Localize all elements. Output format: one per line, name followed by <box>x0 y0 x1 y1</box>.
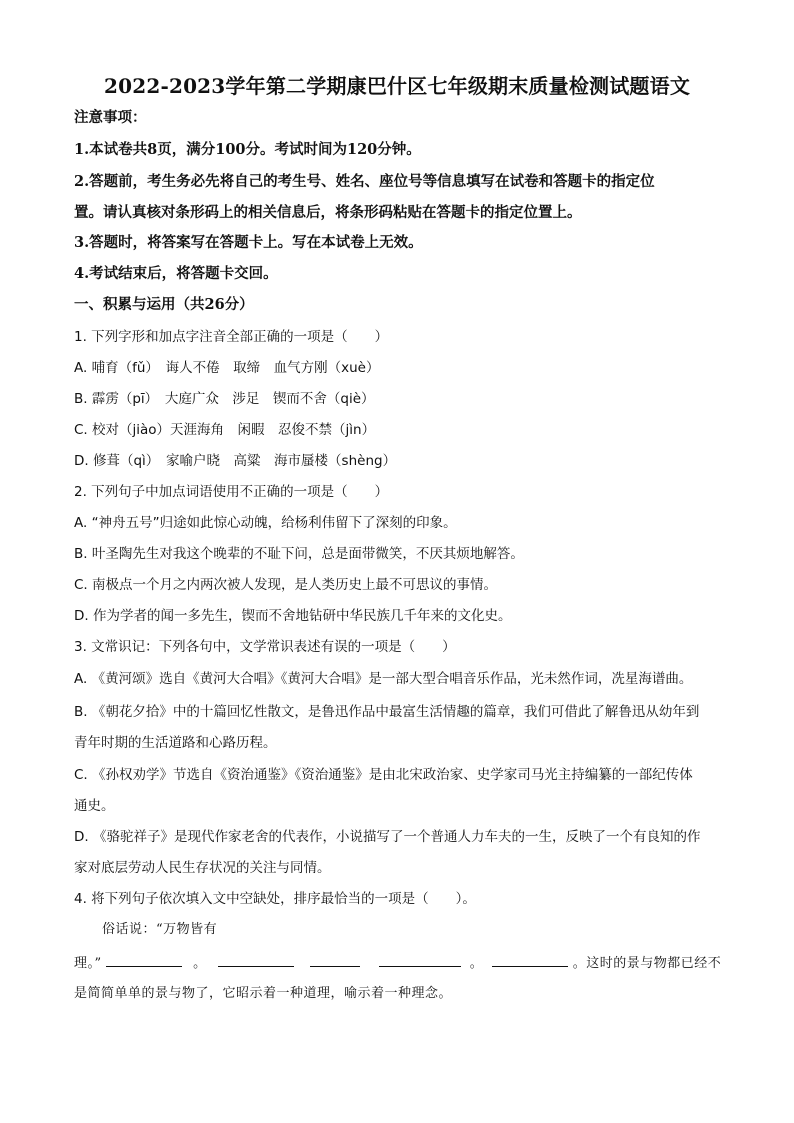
q4-passage-line-1: 俗话说：“万物皆有 <box>102 922 218 937</box>
q3-stem: 3. 文常识记：下列各句中，文学常识表述有误的一项是（ ） <box>74 639 456 655</box>
q4-passage-line-3: 是简简单单的景与物了，它昭示着一种道理，喻示着一种理念。 <box>74 986 453 1001</box>
blank-separator: 。 <box>193 956 207 971</box>
notice-item-2: 2.答题前，考生务必先将自己的考生号、姓名、座位号等信息填写在试卷和答题卡的指定位 <box>74 173 655 190</box>
q3-option-b: B. 《朝花夕拾》中的十篇回忆性散文，是鲁迅作品中最富生活情趣的篇章，我们可借此了解鲁迅从幼年到 <box>74 704 700 720</box>
answer-blank-1[interactable] <box>106 952 182 967</box>
notice-item-1: 1.本试卷共8页，满分100分。考试时间为120分钟。 <box>74 141 421 158</box>
passage-text: 。这时的景与物都已经不 <box>572 956 722 971</box>
q3-option-d-cont: 家对底层劳动人民生存状况的关注与同情。 <box>74 860 331 876</box>
q3-option-c: C. 《孙权劝学》节选自《资治通鉴》《资治通鉴》是由北宋政治家、史学家司马光主持编纂的一部纪传体 <box>74 767 693 783</box>
q1-option-b: B. 霹雳（pī） 大庭广众 涉足 锲而不舍（qiè） <box>74 391 375 407</box>
q1-option-a: A. 哺育（fǔ） 诲人不倦 取缔 血气方刚（xuè） <box>74 360 380 376</box>
blank-separator: 。 <box>469 956 484 971</box>
q1-option-d: D. 修葺（qì） 家喻户晓 高粱 海市蜃楼（shèng） <box>74 453 397 469</box>
q2-option-a: A. “神舟五号”归途如此惊心动魄，给杨利伟留下了深刻的印象。 <box>74 515 457 531</box>
q3-option-b-cont: 青年时期的生活道路和心路历程。 <box>74 735 277 751</box>
answer-blank-4[interactable] <box>379 952 461 967</box>
notice-item-2-cont: 置。请认真核对条形码上的相关信息后，将条形码粘贴在答题卡的指定位置上。 <box>74 204 582 221</box>
q4-passage-line-2 <box>74 952 734 974</box>
q2-option-d: D. 作为学者的闻一多先生，锲而不舍地钻研中华民族几千年来的文化史。 <box>74 608 512 624</box>
notice-heading: 注意事项： <box>74 109 147 126</box>
passage-text: 理。” <box>74 956 102 971</box>
answer-blank-2[interactable] <box>218 952 294 967</box>
q2-option-c: C. 南极点一个月之内两次被人发现，是人类历史上最不可思议的事情。 <box>74 577 498 593</box>
q3-option-d: D. 《骆驼祥子》是现代作家老舍的代表作，小说描写了一个普通人力车夫的一生，反映了一个有良知的作 <box>74 829 701 845</box>
q2-option-b: B. 叶圣陶先生对我这个晚辈的不耻下问，总是面带微笑，不厌其烦地解答。 <box>74 546 524 562</box>
q3-option-c-cont: 通史。 <box>74 798 115 814</box>
answer-blank-5[interactable] <box>492 952 568 967</box>
answer-blank-3[interactable] <box>310 952 360 967</box>
notice-item-3: 3.答题时，将答案写在答题卡上。写在本试卷上无效。 <box>74 234 423 251</box>
q1-stem: 1. 下列字形和加点字注音全部正确的一项是（ ） <box>74 329 389 345</box>
q3-option-a: A. 《黄河颂》选自《黄河大合唱》《黄河大合唱》是一部大型合唱音乐作品，光未然作词，冼星海谱曲。 <box>74 671 693 687</box>
page-title: 2022-2023学年第二学期康巴什区七年级期末质量检测试题语文 <box>103 74 691 98</box>
q1-option-c: C. 校对（jiào）天涯海角 闲暇 忍俊不禁（jìn） <box>74 422 376 438</box>
section-heading-1: 一、积累与运用（共26分） <box>74 296 254 313</box>
q2-stem: 2. 下列句子中加点词语使用不正确的一项是（ ） <box>74 484 389 500</box>
q4-stem: 4. 将下列句子依次填入文中空缺处，排序最恰当的一项是（ ）。 <box>74 891 476 907</box>
notice-item-4: 4.考试结束后，将答题卡交回。 <box>74 265 278 282</box>
